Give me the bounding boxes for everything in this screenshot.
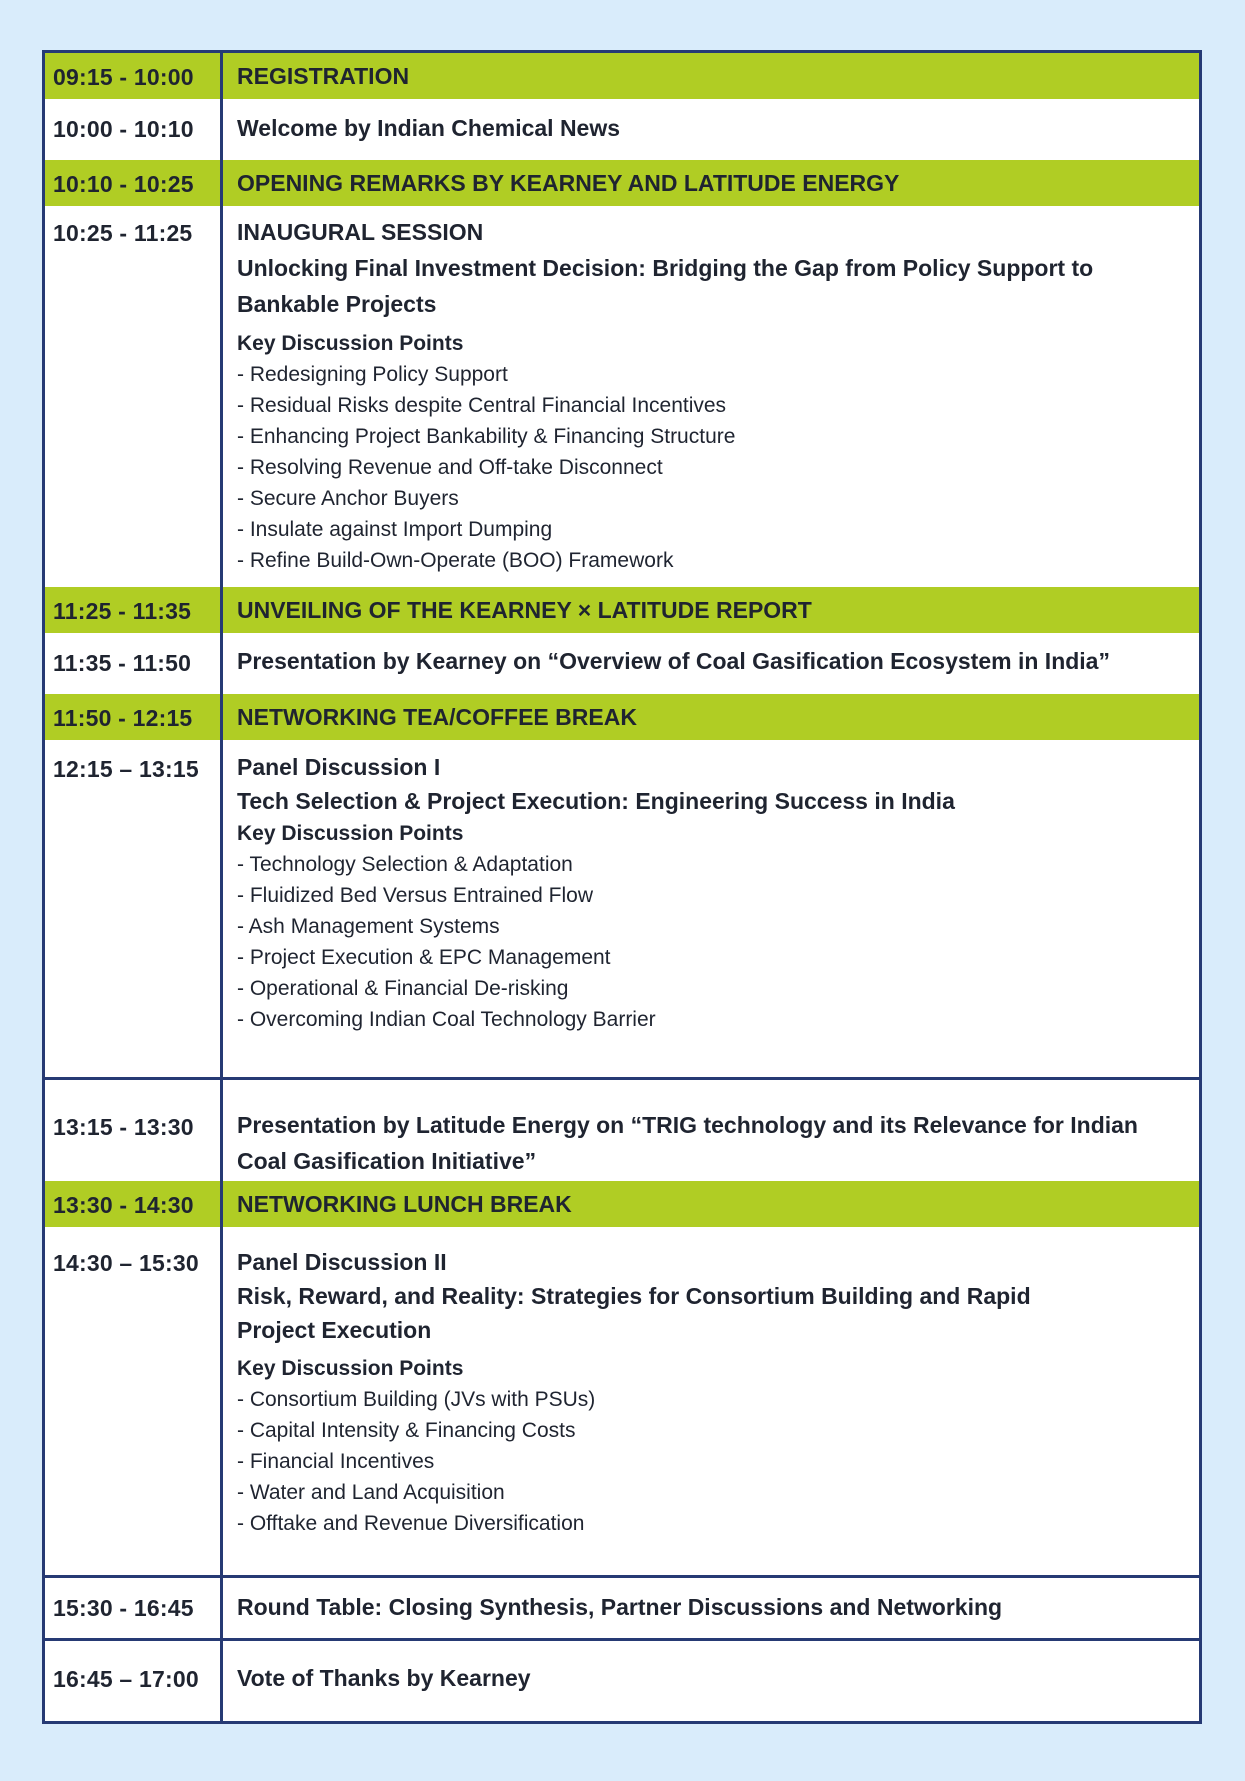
agenda-time: 09:15 - 10:00 [53, 64, 194, 90]
agenda-row-registration [45, 53, 1199, 99]
agenda-time: 11:50 - 12:15 [53, 705, 193, 731]
key-points-heading: Key Discussion Points [237, 1357, 464, 1380]
key-point: - Consortium Building (JVs with PSUs) [237, 1388, 596, 1411]
agenda-title: NETWORKING TEA/COFFEE BREAK [237, 704, 637, 730]
key-points-heading: Key Discussion Points [237, 332, 464, 355]
agenda-title: Coal Gasification Initiative” [237, 1148, 537, 1174]
key-point: - Project Execution & EPC Management [237, 946, 611, 969]
agenda-time: 13:30 - 14:30 [53, 1192, 194, 1218]
session-subtitle: Risk, Reward, and Reality: Strategies for Consortium Building and Rapid [237, 1283, 1031, 1309]
agenda-row-welcome [45, 99, 1199, 160]
session-subtitle: Project Execution [237, 1317, 432, 1343]
key-point: - Offtake and Revenue Diversification [237, 1512, 585, 1535]
agenda-title: Vote of Thanks by Kearney [237, 1665, 531, 1691]
key-points-list [237, 1384, 1179, 1539]
key-point: - Enhancing Project Bankability & Financing Structure [237, 425, 736, 448]
agenda-row-inaugural-session [45, 206, 1199, 587]
key-point: - Fluidized Bed Versus Entrained Flow [237, 884, 594, 907]
agenda-row-kearney-presentation [45, 633, 1199, 694]
agenda-title: Round Table: Closing Synthesis, Partner Discussions and Networking [237, 1594, 1003, 1620]
key-points-list [237, 849, 1179, 1035]
session-title: Panel Discussion I [237, 754, 441, 780]
key-point: - Secure Anchor Buyers [237, 487, 459, 510]
agenda-time: 13:15 - 13:30 [53, 1114, 194, 1140]
key-point: - Financial Incentives [237, 1450, 435, 1473]
session-subtitle: Unlocking Final Investment Decision: Bridging the Gap from Policy Support to [237, 255, 1094, 281]
key-point: - Overcoming Indian Coal Technology Barrier [237, 1008, 656, 1031]
key-point: - Capital Intensity & Financing Costs [237, 1419, 576, 1442]
agenda-title: Presentation by Latitude Energy on “TRIG technology and its Relevance for Indian [237, 1112, 1138, 1138]
column-divider [220, 53, 223, 1721]
session-subtitle: Tech Selection & Project Execution: Engineering Success in India [237, 788, 955, 814]
agenda-time: 10:00 - 10:10 [53, 116, 194, 142]
agenda-title: UNVEILING OF THE KEARNEY × LATITUDE REPORT [237, 597, 812, 623]
agenda-table [42, 50, 1202, 1724]
agenda-title: Presentation by Kearney on “Overview of Coal Gasification Ecosystem in India” [237, 648, 1110, 674]
agenda-time: 11:25 - 11:35 [53, 598, 192, 624]
key-point: - Refine Build-Own-Operate (BOO) Framework [237, 549, 674, 572]
agenda-row-tea-break [45, 694, 1199, 740]
agenda-time: 12:15 – 13:15 [53, 756, 199, 782]
agenda-row-latitude-presentation [45, 1080, 1199, 1181]
key-point: - Water and Land Acquisition [237, 1481, 505, 1504]
key-point: - Redesigning Policy Support [237, 363, 508, 386]
session-title: Panel Discussion II [237, 1249, 447, 1275]
key-point: - Technology Selection & Adaptation [237, 853, 573, 876]
agenda-row-report-unveiling [45, 587, 1199, 633]
key-point: - Residual Risks despite Central Financial Incentives [237, 394, 727, 417]
key-points-heading: Key Discussion Points [237, 822, 464, 845]
key-point: - Ash Management Systems [237, 915, 500, 938]
agenda-time: 10:10 - 10:25 [53, 171, 194, 197]
agenda-title: NETWORKING LUNCH BREAK [237, 1191, 572, 1217]
agenda-time: 15:30 - 16:45 [53, 1595, 194, 1621]
session-subtitle: Bankable Projects [237, 291, 437, 317]
agenda-title: REGISTRATION [237, 63, 410, 89]
agenda-row-vote-of-thanks [45, 1641, 1199, 1721]
agenda-row-opening-remarks [45, 160, 1199, 206]
agenda-time: 10:25 - 11:25 [53, 220, 193, 246]
agenda-time: 16:45 – 17:00 [53, 1666, 199, 1692]
agenda-row-panel-discussion-2 [45, 1227, 1199, 1578]
key-points-list [237, 359, 1179, 576]
agenda-row-lunch-break [45, 1181, 1199, 1227]
agenda-time: 11:35 - 11:50 [53, 650, 192, 676]
session-title: INAUGURAL SESSION [237, 219, 484, 245]
agenda-row-round-table [45, 1578, 1199, 1641]
agenda-title: OPENING REMARKS BY KEARNEY AND LATITUDE ENERGY [237, 170, 900, 196]
key-point: - Resolving Revenue and Off-take Disconnect [237, 456, 663, 479]
key-point: - Operational & Financial De-risking [237, 977, 569, 1000]
agenda-row-panel-discussion-1 [45, 740, 1199, 1080]
agenda-time: 14:30 – 15:30 [53, 1250, 199, 1276]
agenda-title: Welcome by Indian Chemical News [237, 115, 621, 141]
key-point: - Insulate against Import Dumping [237, 518, 553, 541]
